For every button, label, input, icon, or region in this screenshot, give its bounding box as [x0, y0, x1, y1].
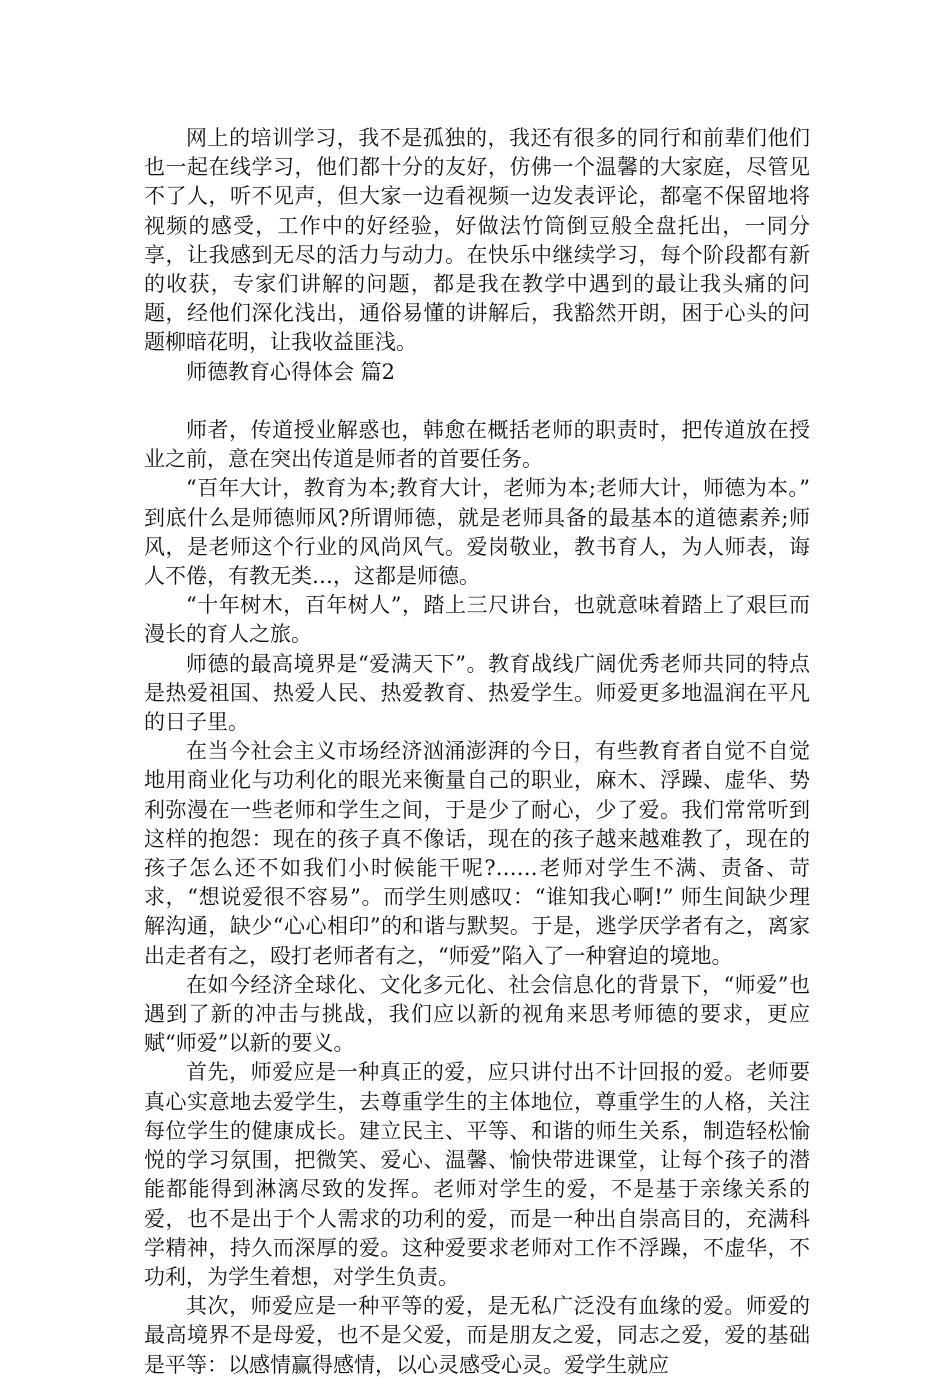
document-page [144, 124, 810, 1380]
paragraph: 首先，师爱应是一种真正的爱，应只讲付出不计回报的爱。老师要真心实意地去爱学生，去尊重学生的主体地位，尊重学生的人格，关注每位学生的健康成长。建立民主、平等、和谐的师生关系，制造轻松愉悦的学习氛围，把微笑、爱心、温馨、愉快带进课堂，让每个孩子的潜能都能得到淋漓尽致的发挥。老师对学生的爱，不是基于亲缘关系的爱，也不是出于个人需求的功利的爱，而是一种出自崇高目的，充满科学精神，持久而深厚的爱。这种爱要求老师对工作不浮躁，不虚华，不功利，为学生着想，对学生负责。 [144, 1060, 810, 1289]
paragraph: 师德的最高境界是“爱满天下”。教育战线广阔优秀老师共同的特点是热爱祖国、热爱人民、热爱教育、热爱学生。师爱更多地温润在平凡的日子里。 [144, 651, 810, 735]
paragraph: 其次，师爱应是一种平等的爱，是无私广泛没有血缘的爱。师爱的最高境界不是母爱，也不是父爱，而是朋友之爱，同志之爱，爱的基础是平等：以感情赢得感情，以心灵感受心灵。爱学生就应 [144, 1294, 810, 1377]
paragraph: 在当今社会主义市场经济汹涌澎湃的今日，有些教育者自觉不自觉地用商业化与功利化的眼光来衡量自己的职业，麻木、浮躁、虚华、势利弥漫在一些老师和学生之间，于是少了耐心，少了爱。我们常常听到这样的抱怨：现在的孩子真不像话，现在的孩子越来越难教了，现在的孩子怎么还不如我们小时候能干呢?……老师对学生不满、责备、苛求，“想说爱很不容易”。而学生则感叹：“谁知我心啊!” 师生间缺少理解沟通，缺少“心心相印”的和谐与默契。于是，逃学厌学者有之，离家出走者有之，殴打老师者有之，“师爱”陷入了一种窘迫的境地。 [144, 739, 810, 968]
paragraph: “十年树木，百年树人”，踏上三尺讲台，也就意味着踏上了艰巨而漫长的育人之旅。 [144, 593, 810, 647]
paragraph: “百年大计，教育为本;教育大计，老师为本;老师大计，师德为本。” 到底什么是师德师风?所谓师德，就是老师具备的最基本的道德素养;师风，是老师这个行业的风尚风气。爱岗敬业，教书育人，为人师表，诲人不倦，有教无类…，这都是师德。 [144, 476, 810, 589]
paragraph: 师者，传道授业解惑也，韩愈在概括老师的职责时，把传道放在授业之前，意在突出传道是师者的首要任务。 [144, 418, 810, 472]
paragraph: 在如今经济全球化、文化多元化、社会信息化的背景下，“师爱”也遇到了新的冲击与挑战，我们应以新的视角来思考师德的要求，更应赋“师爱”以新的要义。 [144, 972, 810, 1056]
blank-line [144, 387, 810, 416]
section-heading: 师德教育心得体会 篇2 [186, 359, 396, 384]
paragraph-intro: 网上的培训学习，我不是孤独的，我还有很多的同行和前辈们他们也一起在线学习，他们都十分的友好，仿佛一个温馨的大家庭，尽管见不了人，听不见声，但大家一边看视频一边发表评论，都毫不保留地将视频的感受，工作中的好经验，好做法竹筒倒豆般全盘托出，一同分享，让我感到无尽的活力与动力。在快乐中继续学习，每个阶段都有新的收获，专家们讲解的问题，都是我在教学中遇到的最让我头痛的问题，经他们深化浅出，通俗易懂的讲解后，我豁然开朗，困于心头的问题柳暗花明，让我收益匪浅。 [144, 126, 810, 355]
